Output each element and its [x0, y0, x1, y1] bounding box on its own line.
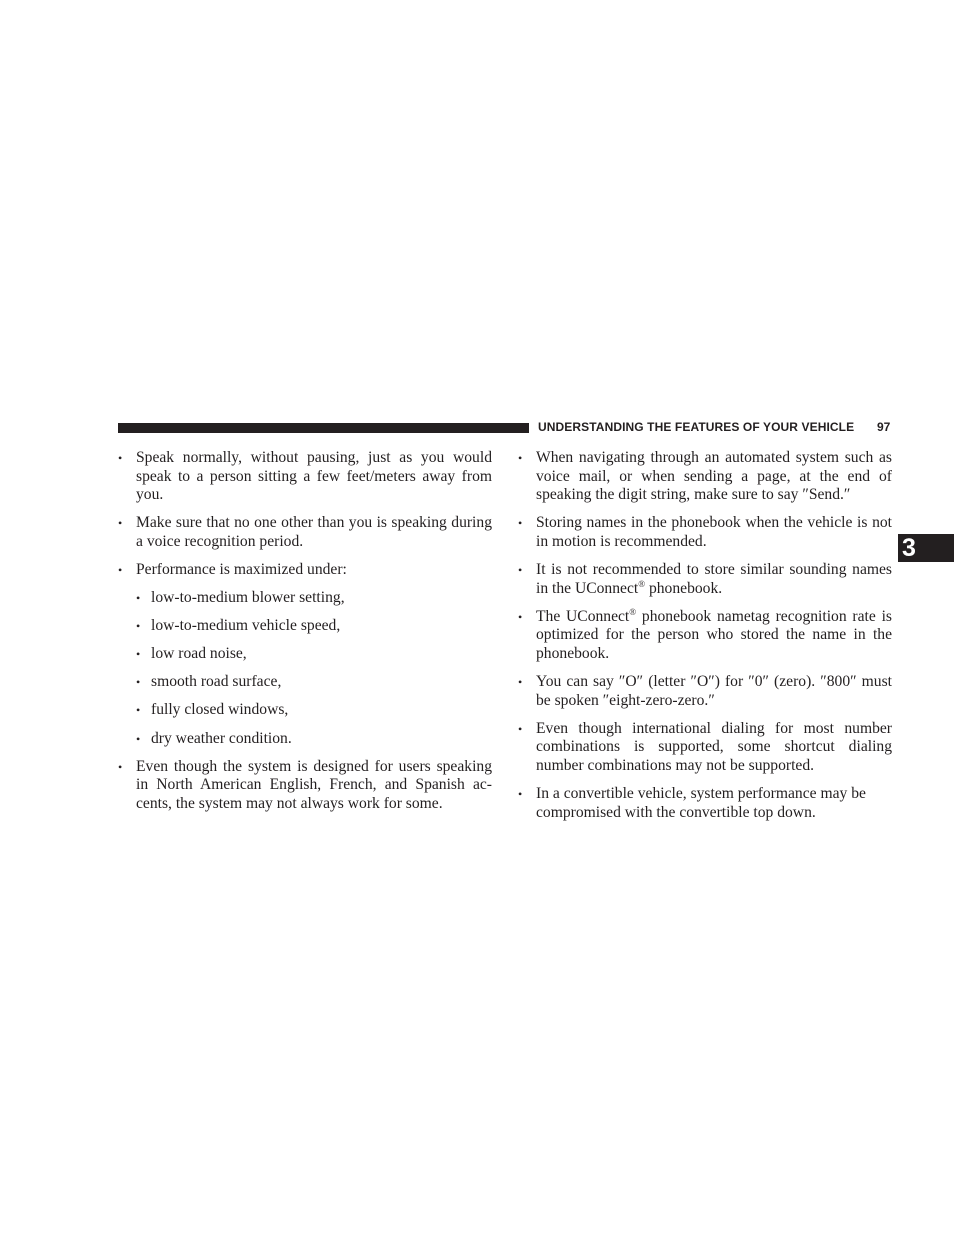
- bullet-icon: •: [118, 451, 123, 465]
- running-header-title: UNDERSTANDING THE FEATURES OF YOUR VEHICLE: [538, 420, 855, 434]
- list-item-text: Even though the system is designed for users speaking in North American English, French, and Spanish ac-cents, the system may not always work for some.: [136, 757, 492, 812]
- sub-list-item: [136, 589, 492, 608]
- page-number: 97: [877, 420, 891, 434]
- bullet-icon: •: [518, 609, 523, 624]
- bullet-icon: •: [136, 675, 141, 690]
- list-item: [518, 514, 892, 551]
- bullet-icon: •: [118, 516, 123, 531]
- registered-mark: ®: [629, 606, 637, 617]
- bullet-icon: •: [136, 731, 141, 746]
- registered-mark: ®: [638, 578, 646, 589]
- list-item: [518, 785, 892, 822]
- left-column: [118, 449, 492, 823]
- bullet-icon: •: [518, 451, 523, 465]
- sub-list-item-text: smooth road surface,: [151, 673, 282, 691]
- list-item: [518, 720, 892, 776]
- list-item: [518, 608, 892, 664]
- bullet-icon: •: [136, 591, 141, 606]
- sub-list-item-text: low road noise,: [151, 645, 247, 663]
- bullet-icon: •: [136, 619, 141, 634]
- bullet-icon: •: [518, 786, 523, 801]
- bullet-icon: •: [118, 562, 123, 577]
- list-item-text-start: It is not recommended to store similar sounding names in the UConnect: [536, 560, 892, 597]
- sub-list-item-text: low-to-medium blower setting,: [151, 589, 345, 607]
- sub-list: [136, 589, 492, 748]
- chapter-tab: [898, 534, 954, 562]
- list-item-text-end: phonebook.: [645, 579, 723, 597]
- sub-list-item: [136, 673, 492, 692]
- bullet-icon: •: [118, 759, 123, 774]
- list-item-text: In a convertible vehicle, system performance may be compromised with the convertible top down.: [536, 784, 866, 821]
- header-rule: [118, 423, 529, 433]
- list-item-text: When navigating through an automated system such as voice mail, or when sending a page, at the end of speaking the digit string, make sure to say ″Send.″: [536, 449, 892, 504]
- list-item-text: You can say ″O″ (letter ″O″) for ″0″ (zero). ″800″ must be spoken ″eight-zero-zero.″: [536, 672, 892, 709]
- bullet-icon: •: [136, 647, 141, 662]
- list-item: [518, 561, 892, 598]
- list-item-text: Make sure that no one other than you is speaking during a voice recognition period.: [136, 514, 492, 550]
- list-item-text: Even though international dialing for most number combinations is supported, some shortcut dialing number combinations may not be supported.: [536, 719, 892, 774]
- bullet-icon: •: [518, 562, 523, 577]
- sub-list-item: [136, 617, 492, 636]
- list-item: [118, 561, 492, 748]
- bullet-list-left: [118, 449, 492, 813]
- bullet-icon: •: [518, 516, 523, 531]
- sub-list-item-text: low-to-medium vehicle speed,: [151, 617, 341, 635]
- sub-list-item: [136, 701, 492, 720]
- list-item: [118, 449, 492, 505]
- sub-list-item: [136, 730, 492, 749]
- bullet-icon: •: [518, 721, 523, 736]
- sub-list-item-text: fully closed windows,: [151, 701, 289, 719]
- bullet-icon: •: [518, 674, 523, 689]
- list-item: [118, 514, 492, 551]
- list-item-text-start: The UConnect: [536, 607, 630, 625]
- chapter-number: 3: [902, 534, 916, 562]
- list-item-text: Performance is maximized under:: [136, 560, 347, 578]
- sub-list-item: [136, 645, 492, 664]
- list-item-text-end: phonebook nametag recognition rate is optimized for the person who stored the name in the phonebook.: [536, 607, 892, 662]
- bullet-list-right: [518, 449, 892, 822]
- list-item: [518, 673, 892, 710]
- list-item: [518, 449, 892, 505]
- list-item-text: Speak normally, without pausing, just as you would speak to a person sitting a few feet/meters away from you.: [136, 449, 492, 504]
- list-item-text: Storing names in the phonebook when the vehicle is not in motion is recommended.: [536, 514, 892, 550]
- list-item: [118, 758, 492, 814]
- bullet-icon: •: [136, 703, 141, 718]
- sub-list-item-text: dry weather condition.: [151, 729, 292, 747]
- right-column: [518, 449, 892, 832]
